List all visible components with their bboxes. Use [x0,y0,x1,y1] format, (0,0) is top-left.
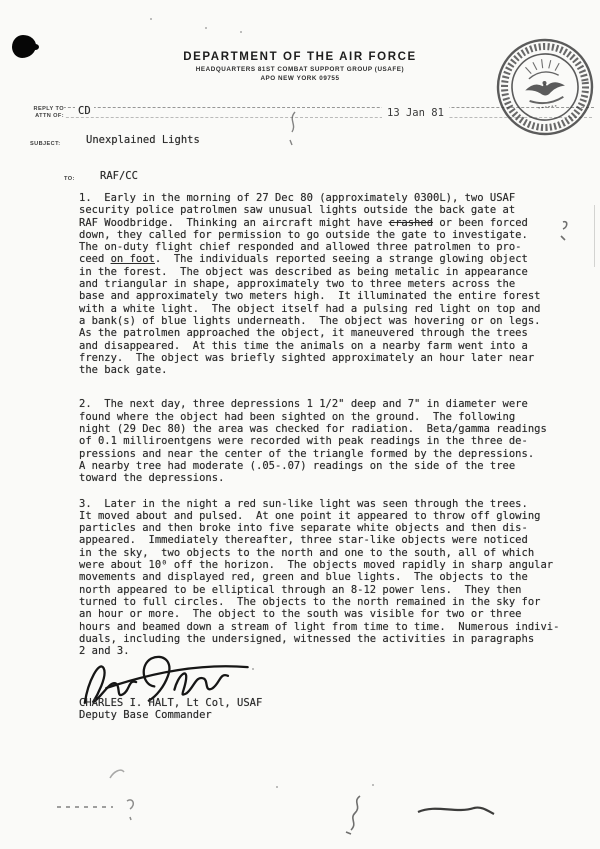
scan-artifact-center-squiggle [340,794,372,836]
scan-artifact-dash-cluster [57,806,113,808]
paragraph-2: 2. The next day, three depressions 1 1/2" deep and 7" in diameter were found where the object had been sighted on the ground. The following night (29 Dec 80) the area was checked for radiation. Beta/gamma readings of 0.1 milliroentgens were recorded with peak readings in the three de- pressions and near the center of the triangle formed by the depressions. A nearby tree had moderate (.05-.07) readings on the side of the tree toward the depressions. [79,398,547,485]
paragraph-3: 3. Later in the night a red sun-like light was seen through the trees. It moved about and pulsed. At one point it appeared to throw off glowing particles and then broke into five separate white objects and then dis- appeared. Immediately thereafter, three star-like objects were noticed in the sky, two objects to the north and one to the south, all of which were about 10⁰ off the horizon. The objects moved rapidly in sharp angular movements and displayed red, green and blue lights. The objects to the north appeared to be elliptical through an 8-12 power lens. They then turned to full circles. The objects to the north remained in the sky for an hour or more. The object to the south was visible for two or three hours and beamed down a stream of light from time to time. Numerous indivi- duals, including the undersigned, witnessed the activities in paragraphs 2 and 3. [79,497,560,658]
scan-artifact-speck [205,27,207,29]
agency-title: DEPARTMENT OF THE AIR FORCE [183,51,417,63]
scan-artifact-speck [372,784,374,786]
subject-value: Unexplained Lights [86,134,200,146]
air-force-seal-icon [492,36,598,138]
memo-date: 13 Jan 81 [382,107,449,119]
to-label: TO: [64,176,75,182]
scan-artifact-wavy-stroke [416,800,496,822]
scan-artifact-question-mark [123,796,139,826]
to-value: RAF/CC [100,170,138,182]
paragraph-1: 1. Early in the morning of 27 Dec 80 (approximately 0300L), two USAF security police patrolmen saw unusual lights outside the back gate at RAF Woodbridge. Thinking an aircraft might have crashed or been forced down, they called for permission to go outside the gate to investigate. The on-duty flight chief responded and allowed three patrolmen to pro- ceed on foot. The individuals reported seeing a strange glowing object in the forest. The object was described as being metalic in appearance and triangular in shape, approximately two to three meters across the base and approximately two meters high. It illuminated the entire forest with a white light. The object itself had a pulsing red light on top and a bank(s) of blue lights underneath. The object was hovering or on legs. As the patrolmen approached the object, it maneuvered through the trees and disappeared. At this time the animals on a nearby farm went into a frenzy. The object was briefly sighted approximately an hour later near the back gate. [79,192,541,377]
memo-body [79,192,589,670]
scan-artifact-speck [240,31,242,33]
address-line: APO NEW YORK 09755 [260,75,340,82]
unit-line: HEADQUARTERS 81ST COMBAT SUPPORT GROUP (USAFE) [195,66,405,73]
reply-to-label: REPLY TO ATTN OF: [26,106,64,120]
signer-name: CHARLES I. HALT, Lt Col, USAF [79,697,263,709]
signer-title: Deputy Base Commander [79,709,212,721]
scan-artifact-speck [252,668,254,670]
scan-artifact-pen-squiggle [284,110,302,152]
scan-artifact-margin-mark [556,218,574,248]
scan-artifact-check-mark [108,766,126,782]
scan-artifact-speck [276,786,278,788]
scan-artifact-edge-line [594,205,595,267]
scan-artifact-speck [150,18,152,20]
reply-to-value: CD [75,105,94,117]
subject-label: SUBJECT: [30,141,61,147]
